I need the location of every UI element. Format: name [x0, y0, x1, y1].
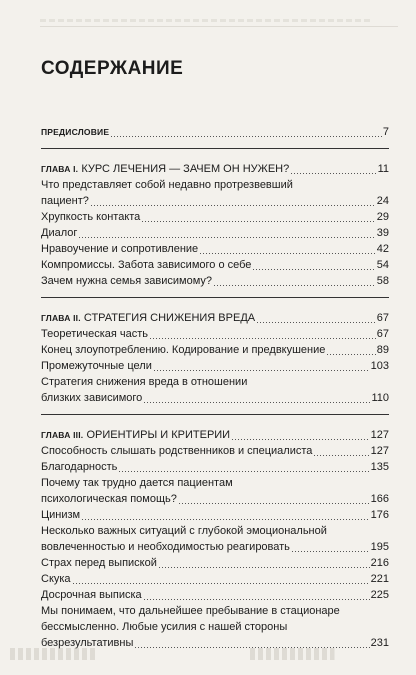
- page-number: 103: [370, 360, 389, 372]
- toc-entry: [41, 241, 389, 257]
- dot-leader: [253, 269, 375, 270]
- toc-entry-title: близких зависимого: [41, 392, 143, 404]
- toc-preface: [41, 124, 389, 140]
- toc-entry-line: Несколько важных ситуаций с глубокой эмоциональной: [41, 525, 327, 537]
- toc-entry-title: Зачем нужна семья зависимому?: [41, 275, 212, 287]
- page-number: 176: [370, 509, 389, 521]
- dot-leader: [232, 439, 370, 440]
- dot-leader: [327, 354, 375, 355]
- dot-leader: [142, 221, 375, 222]
- page-number: 135: [370, 461, 389, 473]
- chapter-title: [41, 427, 230, 443]
- toc-entry-title: Скука: [41, 573, 71, 585]
- toc-entry: [41, 555, 389, 571]
- chapter-name: ОРИЕНТИРЫ И КРИТЕРИИ: [86, 429, 231, 441]
- chapter-title: [41, 161, 289, 177]
- dot-leader: [314, 455, 369, 456]
- toc-entry: [41, 326, 389, 342]
- page-number: 39: [376, 227, 389, 239]
- page-number: 195: [370, 541, 389, 553]
- dot-leader: [111, 136, 382, 137]
- page-number: 67: [376, 328, 389, 340]
- dot-leader: [144, 402, 370, 403]
- bleed-through-footer: [10, 648, 406, 660]
- dot-leader: [179, 503, 370, 504]
- page-number: 127: [370, 429, 389, 441]
- chapters: [41, 148, 389, 651]
- dot-leader: [291, 173, 376, 174]
- page-number: 29: [376, 211, 389, 223]
- toc-entry: [41, 209, 389, 225]
- dot-leader: [79, 237, 375, 238]
- toc-entry: [41, 507, 389, 523]
- dot-leader: [91, 205, 376, 206]
- toc-entry-title: Нравоучение и сопротивление: [41, 243, 199, 255]
- toc-entry-title: вовлеченностью и необходимостью реагировать: [41, 541, 290, 553]
- toc-entry-line: Мы понимаем, что дальнейшее пребывание в стационаре: [41, 605, 340, 617]
- toc-entry: [41, 459, 389, 475]
- dot-leader: [257, 322, 376, 323]
- toc-entry-title: Промежуточные цели: [41, 360, 152, 372]
- toc-entry: [41, 571, 389, 587]
- dot-leader: [144, 599, 370, 600]
- toc-entry-title: психологическая помощь?: [41, 493, 177, 505]
- toc-entry-title: пациент?: [41, 195, 89, 207]
- chapter-label: ГЛАВА I.: [41, 164, 79, 174]
- dot-leader: [73, 583, 370, 584]
- page-number: 11: [377, 163, 389, 175]
- chapter-separator: [41, 414, 389, 415]
- toc-entry: [41, 257, 389, 273]
- chapter-label: ГЛАВА II.: [41, 313, 81, 323]
- dot-leader: [292, 551, 370, 552]
- toc-entry: [41, 225, 389, 241]
- page-number: 42: [376, 243, 389, 255]
- dot-leader: [119, 471, 369, 472]
- toc-entry-title: Способность слышать родственников и специалиста: [41, 445, 313, 457]
- toc-entry-line: Почему так трудно дается пациентам: [41, 477, 233, 489]
- toc-entry: [41, 587, 389, 603]
- chapter-title: [41, 310, 255, 326]
- page-number: 67: [376, 312, 389, 324]
- page-number: 54: [376, 259, 389, 271]
- page-title: СОДЕРЖАНИЕ: [41, 58, 184, 79]
- toc-entry: [41, 443, 389, 459]
- chapter-heading: [41, 427, 389, 443]
- chapter-label: ГЛАВА III.: [41, 430, 84, 440]
- page-number: 166: [370, 493, 389, 505]
- page-number: 24: [376, 195, 389, 207]
- page-number: 89: [376, 344, 389, 356]
- page-number: 7: [382, 126, 389, 138]
- page-number: 216: [370, 557, 389, 569]
- toc-entry: [41, 273, 389, 289]
- chapter-name: СТРАТЕГИЯ СНИЖЕНИЯ ВРЕДА: [83, 312, 256, 324]
- toc-entry: [41, 193, 389, 209]
- toc-entry-title: Досрочная выписка: [41, 589, 142, 601]
- dot-leader: [82, 519, 370, 520]
- toc-entry: [41, 390, 389, 406]
- chapter-heading: [41, 310, 389, 326]
- chapter-separator: [41, 148, 389, 149]
- page-number: 110: [371, 392, 389, 404]
- dot-leader: [200, 253, 376, 254]
- toc-entry-title: Теоретическая часть: [41, 328, 149, 340]
- toc-entry-title: Компромиссы. Забота зависимого о себе: [41, 259, 252, 271]
- dot-leader: [154, 370, 370, 371]
- chapter-heading: [41, 161, 389, 177]
- toc-entry-title: Диалог: [41, 227, 78, 239]
- dot-leader: [214, 285, 376, 286]
- toc-entry: [41, 539, 389, 555]
- toc-entry-line: Что представляет собой недавно протрезвевший: [41, 179, 293, 191]
- toc-entry-title: Цинизм: [41, 509, 81, 521]
- page-number: 58: [376, 275, 389, 287]
- page-number: 221: [370, 573, 389, 585]
- toc-entry-title: Страх перед выпиской: [41, 557, 157, 569]
- toc-entry-line: Стратегия снижения вреда в отношении: [41, 376, 248, 388]
- dot-leader: [159, 567, 370, 568]
- page-number: 231: [370, 637, 389, 649]
- page-number: 225: [370, 589, 389, 601]
- page-number: 127: [370, 445, 389, 457]
- toc-entry-title: безрезультативны: [41, 637, 134, 649]
- table-of-contents: [41, 124, 389, 651]
- chapter-name: КУРС ЛЕЧЕНИЯ — ЗАЧЕМ ОН НУЖЕН?: [81, 163, 290, 175]
- toc-entry: [41, 342, 389, 358]
- toc-entry-title: Хрупкость контакта: [41, 211, 141, 223]
- chapter-separator: [41, 297, 389, 298]
- toc-entry-title: Благодарность: [41, 461, 118, 473]
- toc-entry: [41, 358, 389, 374]
- toc-entry-title: Конец злоупотреблению. Кодирование и предвкушение: [41, 344, 326, 356]
- toc-entry-line: бессмысленно. Любые усилия с нашей стороны: [41, 621, 288, 633]
- toc-entry: [41, 491, 389, 507]
- dot-leader: [150, 338, 376, 339]
- preface-label: ПРЕДИСЛОВИЕ: [41, 127, 110, 137]
- bleed-through-header: [40, 16, 398, 27]
